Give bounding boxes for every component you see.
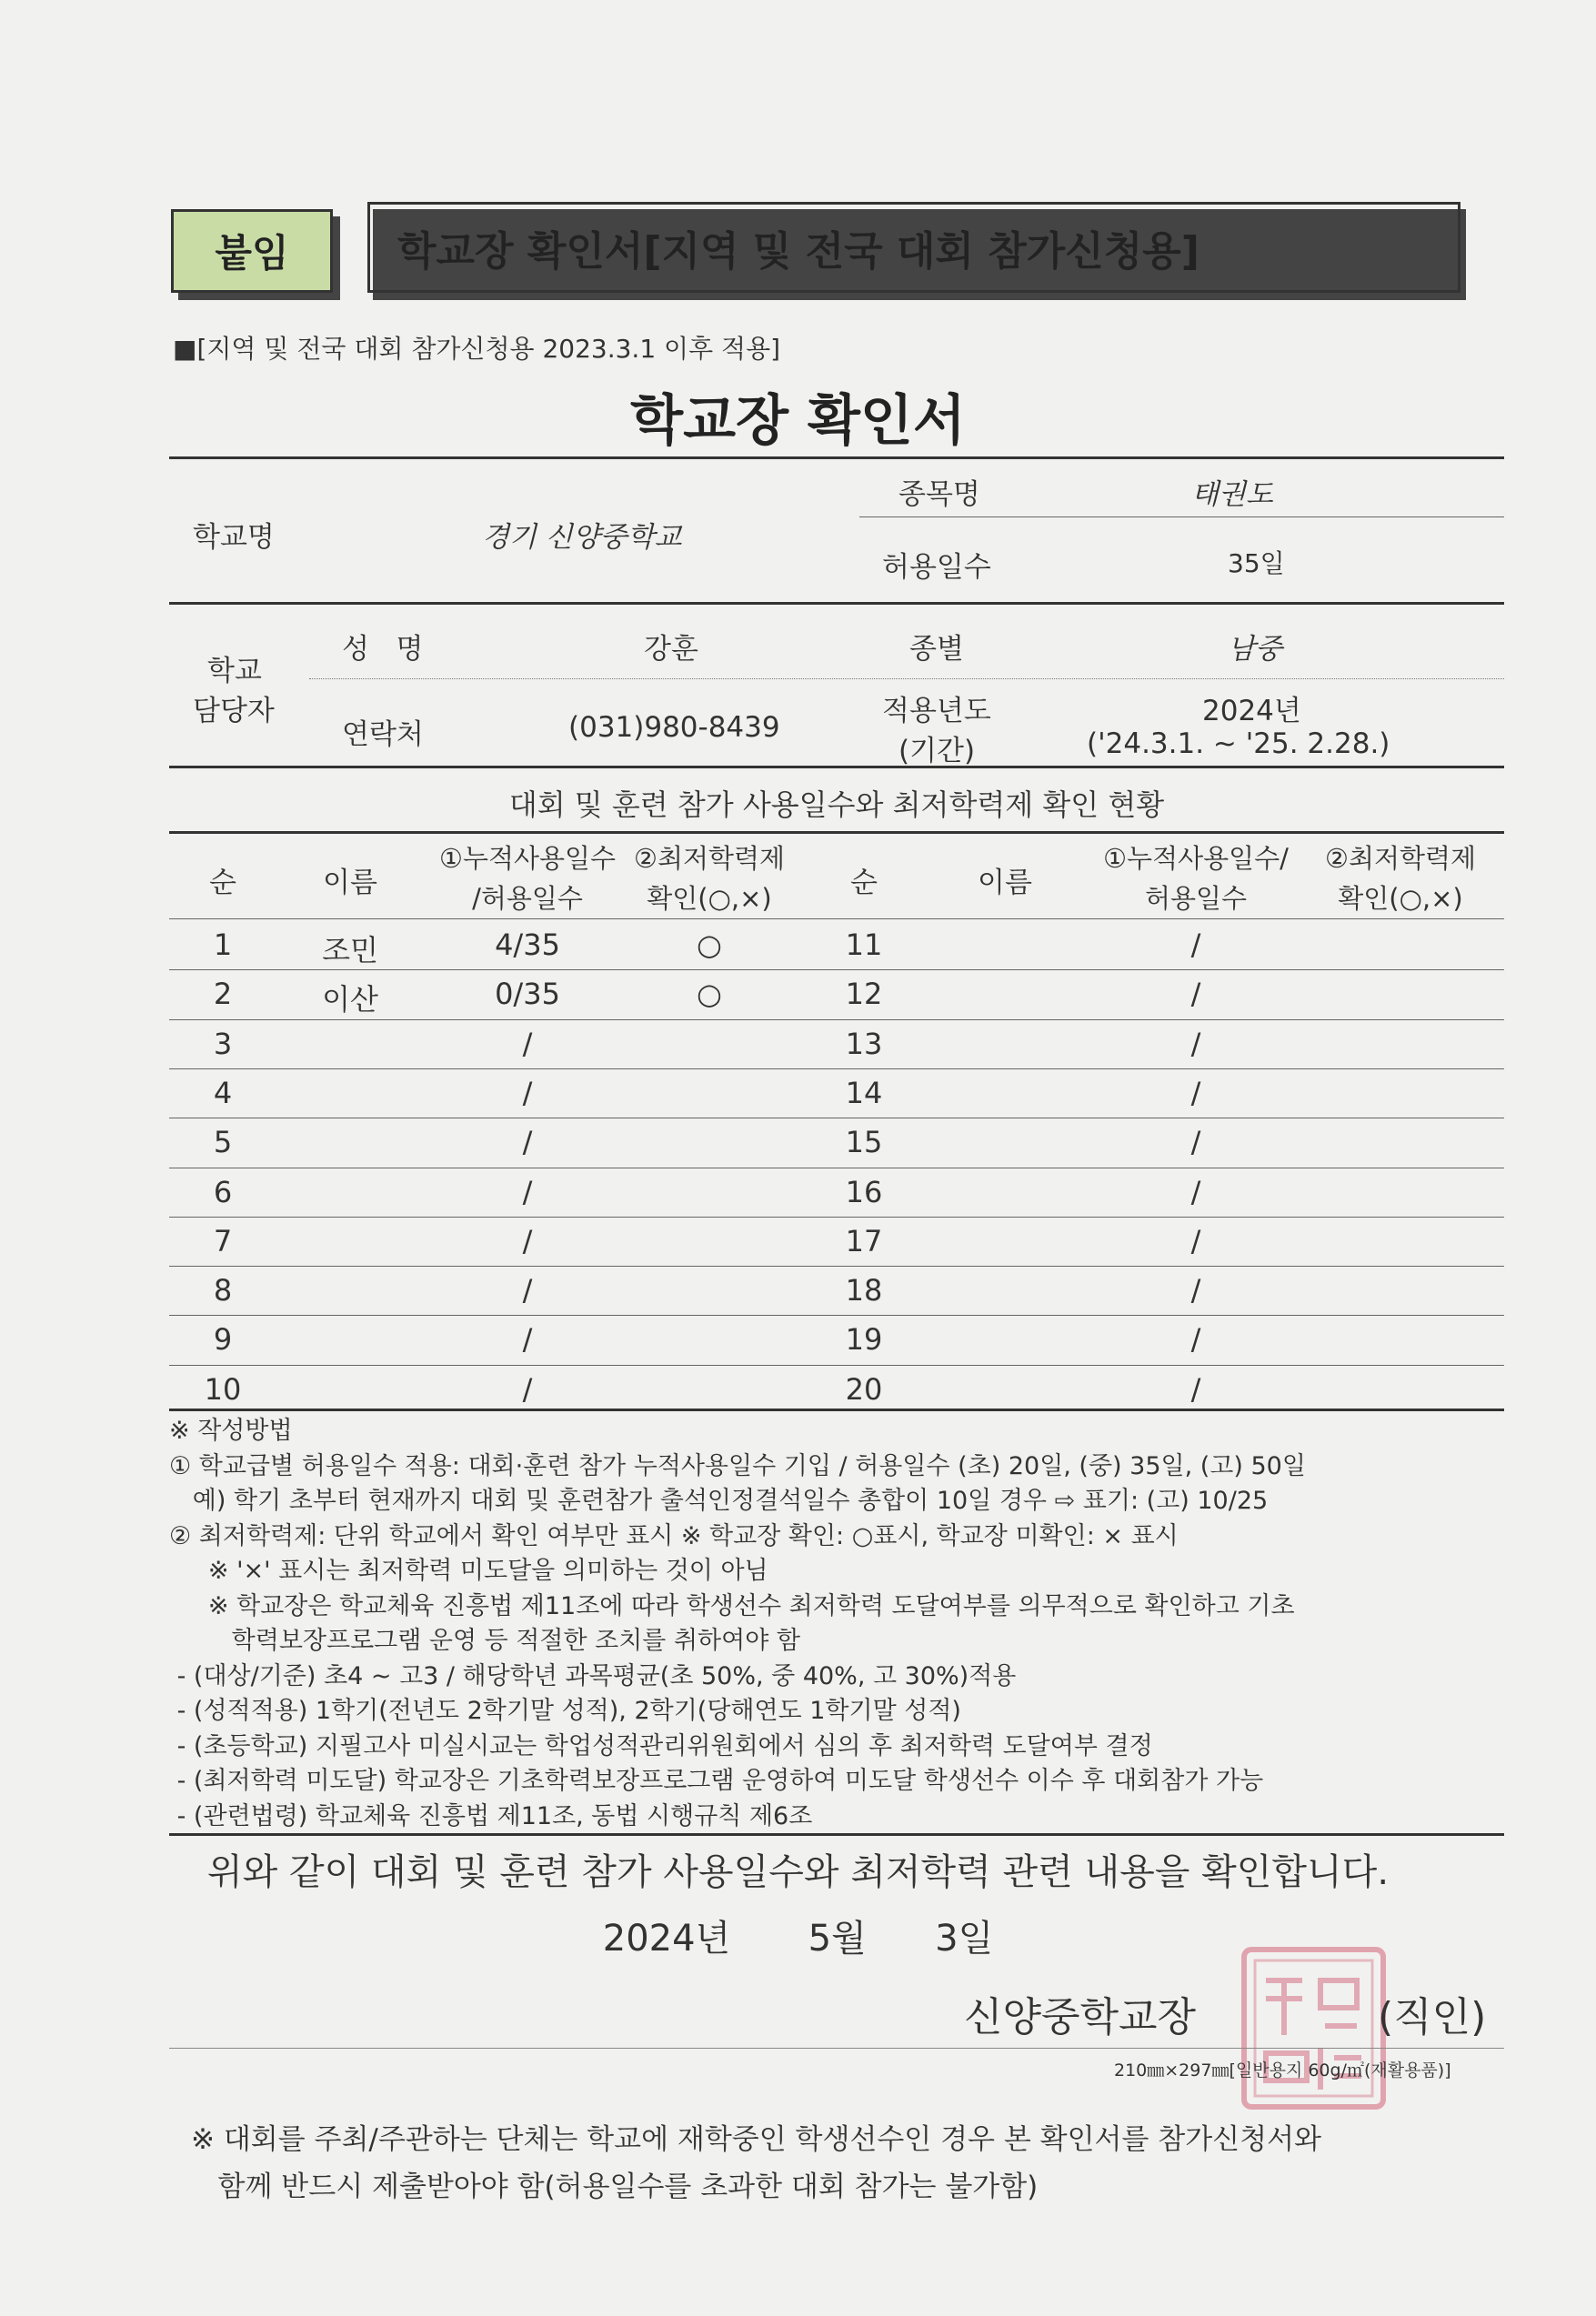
used-days: / [522,1273,533,1308]
footer-note-line: 함께 반드시 제출받아야 함(허용일수를 초과한 대회 참가는 불가함) [191,2171,1039,2203]
instruction-line: ※ 작성방법 [169,1417,293,1445]
row-divider [169,1365,1504,1366]
used-days: 4/35 [495,927,560,962]
instruction-line: 학력보장프로그램 운영 등 적절한 조치를 취하여야 함 [169,1627,800,1655]
date-month: 5월 [808,1918,867,1960]
academic-check: ○ [697,977,722,1012]
used-days: / [522,1125,533,1160]
instruction-line: - (성적적용) 1학기(전년도 2학기말 성적), 2학기(당해연도 1학기말 성적) [169,1697,961,1725]
header-num: 순 [209,867,236,899]
row-number: 4 [213,1075,233,1110]
instruction-line: - (최저학력 미도달) 학교장은 기초학력보장프로그램 운영하여 미도달 학생선수 이수 후 대회참가 가능 [169,1767,1264,1795]
used-days: / [1190,1322,1201,1358]
row-number: 17 [845,1223,883,1258]
used-days: / [522,1223,533,1258]
instruction-line: 예) 학기 초부터 현재까지 대회 및 훈련참가 출석인정결석일수 총합이 10일 경우 ⇨ 표기: (고) 10/25 [169,1487,1269,1515]
header-check-right-line2: 확인(○,×) [1338,883,1463,914]
header-days-right-line2: 허용일수 [1144,883,1248,914]
category-label: 종별 [909,633,964,666]
instruction-line: - (초등학교) 지필고사 미실시교는 학업성적관리위원회에서 심의 후 최저학력 도달여부 결정 [169,1731,1153,1760]
row-number: 3 [213,1026,233,1061]
instruction-line: ※ '×' 표시는 최저학력 미도달을 의미하는 것이 아님 [169,1557,768,1585]
row-divider [169,1019,1504,1020]
row-number: 9 [213,1322,233,1358]
year-label-line1: 적용년도 [882,695,991,727]
instruction-line: - (대상/기준) 초4 ~ 고3 / 해당학년 과목평균(초 50%, 중 40%, 고 30%)적용 [169,1661,1017,1690]
confirmation-statement: 위와 같이 대회 및 훈련 참가 사용일수와 최저학력 관련 내용을 확인합니다. [206,1851,1390,1893]
date-day: 3일 [935,1918,994,1960]
date-year: 2024년 [602,1918,731,1960]
info-top-border [169,456,1504,459]
header-check-line1: ②최저학력제 [633,843,786,874]
official-seal-stamp [1239,1944,1389,2112]
info-divider [859,516,1504,517]
allowed-days-value: 35일 [1228,548,1285,578]
seal-label: (직인) [1378,1994,1487,2040]
row-number: 19 [845,1322,883,1358]
year-value-line2: ('24.3.1. ~ '25. 2.28.) [1087,727,1390,760]
used-days: / [1190,1026,1201,1061]
used-days: / [522,1322,533,1358]
instruction-line: ① 학교급별 허용일수 적용: 대회·훈련 참가 누적사용일수 기입 / 허용일수 (초) 20일, (중) 35일, (고) 50일 [169,1451,1306,1480]
row-number: 7 [213,1223,233,1258]
student-name: 이산 [322,982,378,1018]
used-days: / [1190,1223,1201,1258]
staff-name-label: 성 명 [342,633,424,666]
row-divider [169,1315,1504,1316]
row-number: 6 [213,1174,233,1209]
sport-label: 종목명 [898,478,980,511]
row-number: 15 [845,1125,883,1160]
year-label-line2: (기간) [898,735,976,767]
header-name-right: 이름 [978,867,1032,899]
row-number: 10 [204,1371,242,1407]
row-divider [169,1217,1504,1218]
row-number: 20 [845,1371,883,1407]
year-value-line1: 2024년 [1202,695,1301,727]
row-number: 18 [845,1273,883,1308]
used-days: / [1190,927,1201,962]
used-days: / [1190,1125,1201,1160]
form-header-title: 학교장 확인서[지역 및 전국 대회 참가신청용] [367,202,1460,293]
header-check-line2: 확인(○,×) [647,883,772,914]
row-number: 13 [845,1026,883,1061]
used-days: / [522,1026,533,1061]
sport-value: 태권도 [1191,478,1273,511]
row-number: 5 [213,1125,233,1160]
student-name: 조민 [322,933,378,968]
table-bottom-border [169,1409,1504,1411]
staff-name-value: 강훈 [644,633,698,666]
signature-divider [169,2048,1504,2049]
info-divider [169,602,1504,605]
row-number: 14 [845,1075,883,1110]
header-num-right: 순 [850,867,878,899]
header-days-line2: /허용일수 [472,883,583,914]
staff-divider [309,678,1504,679]
row-divider [169,969,1504,970]
attachment-tag: 붙임 [171,209,333,293]
header-days-right-line1: ①누적사용일수/ [1103,843,1289,874]
allowed-days-label: 허용일수 [882,551,991,584]
used-days: / [522,1075,533,1110]
row-number: 1 [213,927,233,962]
category-value: 남중 [1228,633,1282,666]
school-name-value: 경기 신양중학교 [482,521,682,554]
used-days: / [1190,1371,1201,1407]
staff-label-line1: 학교 [207,655,262,687]
row-number: 2 [213,977,233,1012]
footer-note [191,2116,1321,2211]
instruction-line: - (관련법령) 학교체육 진흥법 제11조, 동법 시행규칙 제6조 [169,1801,813,1830]
row-number: 16 [845,1174,883,1209]
used-days: / [1190,1273,1201,1308]
row-divider [169,1068,1504,1069]
section-title: 대회 및 훈련 참가 사용일수와 최저학력제 확인 현황 [508,787,1165,822]
row-number: 8 [213,1273,233,1308]
footer-note-line: ※ 대회를 주최/주관하는 단체는 학교에 재학중인 학생선수인 경우 본 확인서를 참가신청서와 [191,2123,1321,2156]
row-number: 12 [845,977,883,1012]
principal-title: 신양중학교장 [964,1994,1197,2040]
instruction-line: ② 최저학력제: 단위 학교에서 확인 여부만 표시 ※ 학교장 확인: ○표시, 학교장 미확인: × 표시 [169,1521,1179,1550]
staff-label-line2: 담당자 [193,695,275,727]
used-days: / [522,1174,533,1209]
header-days-line1: ①누적사용일수 [438,843,617,874]
document-title: 학교장 확인서 [630,389,966,453]
row-divider [169,1266,1504,1267]
academic-check: ○ [697,927,722,962]
paper-spec: 210㎜×297㎜[일반용지 60g/㎡(재활용품)] [1114,2060,1451,2080]
used-days: / [1190,977,1201,1012]
used-days: / [522,1371,533,1407]
used-days: / [1190,1174,1201,1209]
table-header-divider [169,918,1504,919]
table-top-border [169,831,1504,834]
contact-value: (031)980-8439 [568,711,780,744]
header-check-right-line1: ②최저학력제 [1324,843,1477,874]
school-name-label: 학교명 [193,521,275,554]
staff-bottom-border [169,766,1504,768]
used-days: 0/35 [495,977,560,1012]
row-number: 11 [845,927,883,962]
instructions-bottom-border [169,1833,1504,1836]
applies-note: ■[지역 및 전국 대회 참가신청용 2023.3.1 이후 적용] [173,334,781,364]
instruction-line: ※ 학교장은 학교체육 진흥법 제11조에 따라 학생선수 최저학력 도달여부를 의무적으로 확인하고 기초 [169,1591,1295,1620]
used-days: / [1190,1075,1201,1110]
header-name: 이름 [323,867,377,899]
contact-label: 연락처 [342,718,424,751]
instructions [169,1414,1306,1834]
